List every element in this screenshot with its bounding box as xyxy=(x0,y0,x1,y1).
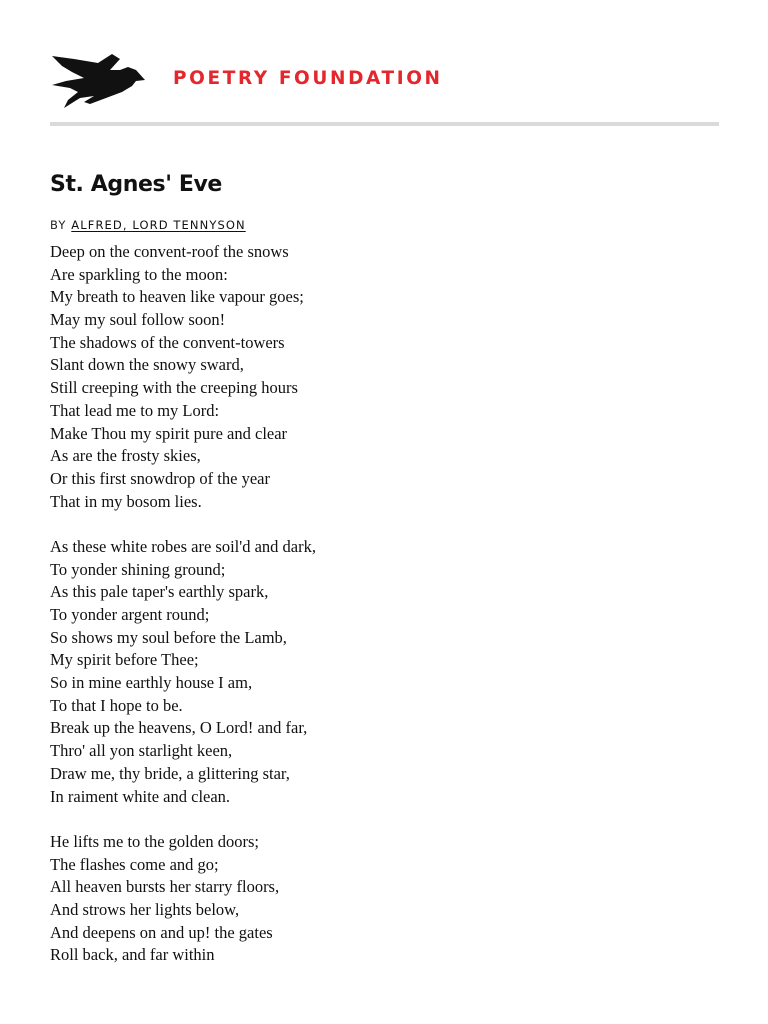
poem-line: That lead me to my Lord: xyxy=(50,400,220,420)
poetry-foundation-bird-icon xyxy=(50,50,147,110)
poem-stanza xyxy=(50,536,710,808)
poem-line: Are sparkling to the moon: xyxy=(50,264,228,284)
poem-line: Break up the heavens, O Lord! and far, xyxy=(50,718,308,738)
poem-line: May my soul follow soon! xyxy=(50,310,226,330)
poem-line: Still creeping with the creeping hours xyxy=(50,378,298,398)
logo-link[interactable] xyxy=(50,44,450,114)
poem-line: So in mine earthly house I am, xyxy=(50,673,253,693)
poem-line: To yonder shining ground; xyxy=(50,559,226,579)
poem-line: To that I hope to be. xyxy=(50,695,183,715)
poem-line: And strows her lights below, xyxy=(50,899,240,919)
poem-line: That in my bosom lies. xyxy=(50,491,202,511)
byline xyxy=(50,218,246,232)
poem-line: So shows my soul before the Lamb, xyxy=(50,627,287,647)
poem-line: As these white robes are soil'd and dark, xyxy=(50,536,316,556)
poem-line: The flashes come and go; xyxy=(50,854,219,874)
poem-stanza xyxy=(50,831,710,967)
poem-line: In raiment white and clean. xyxy=(50,786,231,806)
poem-line: As are the frosty skies, xyxy=(50,446,201,466)
poem-line: Or this first snowdrop of the year xyxy=(50,468,270,488)
poem-line: Make Thou my spirit pure and clear xyxy=(50,423,288,443)
poem-line: My breath to heaven like vapour goes; xyxy=(50,287,304,307)
poem-body xyxy=(50,241,710,990)
by-label: BY xyxy=(50,218,67,232)
poem-line: My spirit before Thee; xyxy=(50,650,199,670)
header-divider xyxy=(50,122,719,126)
poem-line: The shadows of the convent-towers xyxy=(50,332,285,352)
logo-text: POETRY FOUNDATION xyxy=(173,68,443,89)
poem-line: Roll back, and far within xyxy=(50,945,215,965)
poem-title: St. Agnes' Eve xyxy=(50,172,222,197)
site-header xyxy=(50,44,719,114)
poem-line: Thro' all yon starlight keen, xyxy=(50,741,233,761)
poem-line: And deepens on and up! the gates xyxy=(50,922,273,942)
poem-line: Draw me, thy bride, a glittering star, xyxy=(50,763,290,783)
poem-line: Deep on the convent-roof the snows xyxy=(50,242,289,261)
poem-line: As this pale taper's earthly spark, xyxy=(50,582,269,602)
poem-line: All heaven bursts her starry floors, xyxy=(50,877,280,897)
poem-line: Slant down the snowy sward, xyxy=(50,355,244,375)
author-link[interactable]: ALFRED, LORD TENNYSON xyxy=(71,218,246,232)
poem-line: He lifts me to the golden doors; xyxy=(50,831,259,851)
poem-stanza xyxy=(50,241,710,513)
poem-line: To yonder argent round; xyxy=(50,605,210,624)
